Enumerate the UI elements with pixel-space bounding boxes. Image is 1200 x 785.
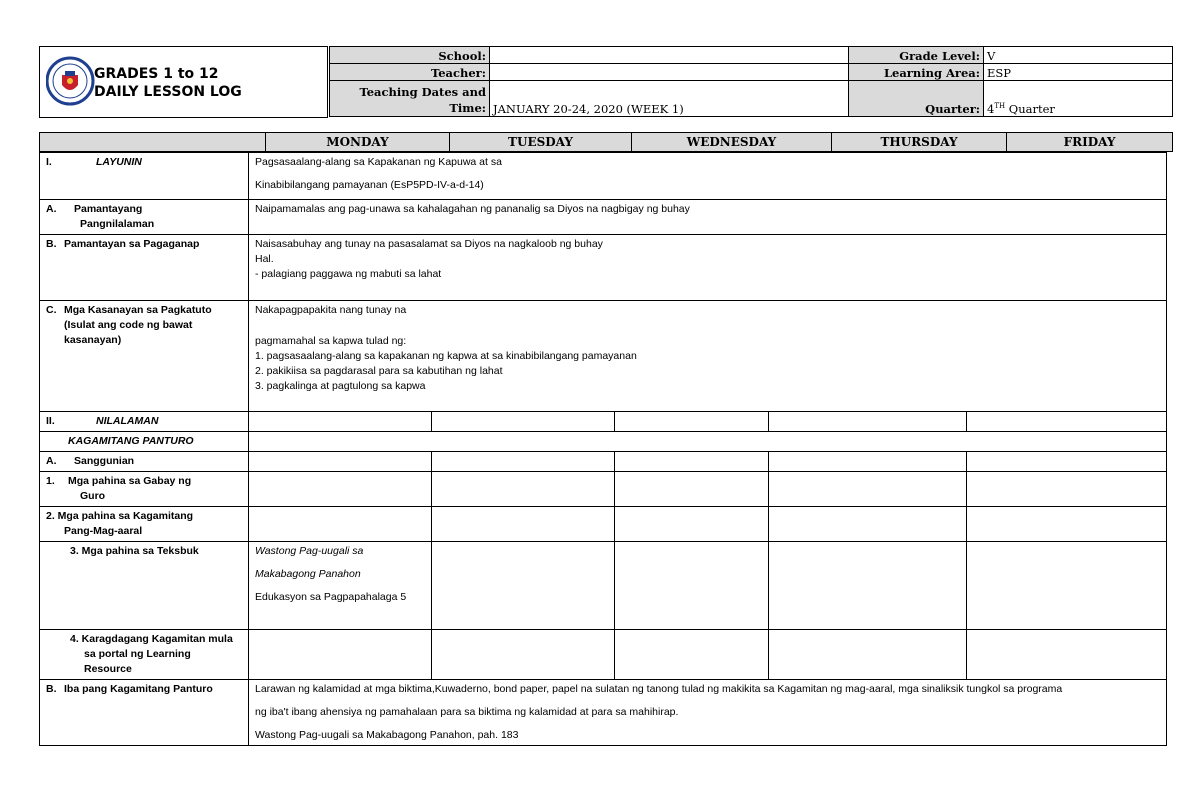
row-label-nilalaman: II. NILALAMAN [40, 412, 249, 432]
gabay-tuesday[interactable] [432, 472, 615, 507]
row-label-pamantayan-pagganap: B. Pamantayan sa Pagaganap [40, 235, 249, 301]
table-row [40, 507, 1167, 542]
teksbuk-friday[interactable] [967, 542, 1167, 630]
table-row [40, 235, 1167, 301]
teksbuk-tuesday[interactable] [432, 542, 615, 630]
table-row [40, 630, 1167, 680]
lesson-log-table [39, 152, 1167, 746]
row-label-layunin: I. LAYUNIN [40, 153, 249, 200]
kasanayan-content[interactable]: Nakapagpapakita nang tunay na pagmamahal sa kapwa tulad ng: 1. pagsasaalang-alang sa kapakanan ng kapwa at sa kinabibilangang pamayanan 2. pakikiisa sa pagdarasal para sa kabutihan ng lahat 3. pagkalinga at pagtulong sa kapwa [249, 301, 1167, 412]
grade-level-label: Grade Level: [849, 47, 984, 64]
table-row [40, 452, 1167, 472]
mag-aaral-wednesday[interactable] [615, 507, 769, 542]
page-title: GRADES 1 to 12 DAILY LESSON LOG [94, 66, 242, 100]
teksbuk-thursday[interactable] [769, 542, 967, 630]
mag-aaral-friday[interactable] [967, 507, 1167, 542]
day-monday: MONDAY [266, 133, 450, 152]
deped-seal-icon [46, 53, 96, 109]
kagamitang-panturo-content[interactable] [249, 432, 1167, 452]
school-field[interactable] [490, 47, 849, 64]
table-row [40, 432, 1167, 452]
sanggunian-wednesday[interactable] [615, 452, 769, 472]
mag-aaral-thursday[interactable] [769, 507, 967, 542]
days-corner-cell [40, 133, 266, 152]
day-tuesday: TUESDAY [450, 133, 632, 152]
teacher-label: Teacher: [330, 64, 490, 81]
sanggunian-thursday[interactable] [769, 452, 967, 472]
teksbuk-wednesday[interactable] [615, 542, 769, 630]
nilalaman-wednesday[interactable] [615, 412, 769, 432]
row-label-sanggunian: A. Sanggunian [40, 452, 249, 472]
row-label-kasanayan: C. Mga Kasanayan sa Pagkatuto (Isulat ang code ng bawat kasanayan) [40, 301, 249, 412]
teaching-dates-field[interactable]: JANUARY 20-24, 2020 (WEEK 1) [490, 81, 849, 117]
days-header-row [39, 132, 1173, 152]
mag-aaral-monday[interactable] [249, 507, 432, 542]
teaching-dates-label: Teaching Dates and Time: [330, 81, 490, 117]
karagdagang-tuesday[interactable] [432, 630, 615, 680]
mag-aaral-tuesday[interactable] [432, 507, 615, 542]
row-label-kagamitang-panturo: KAGAMITANG PANTURO [40, 432, 249, 452]
table-row [40, 200, 1167, 235]
karagdagang-thursday[interactable] [769, 630, 967, 680]
karagdagang-wednesday[interactable] [615, 630, 769, 680]
gabay-friday[interactable] [967, 472, 1167, 507]
teacher-field[interactable] [490, 64, 849, 81]
table-row [40, 153, 1167, 200]
table-row [40, 472, 1167, 507]
table-row [40, 680, 1167, 746]
pamantayan-pagganap-content[interactable]: Naisasabuhay ang tunay na pasasalamat sa Diyos na nagkaloob ng buhay Hal. - palagiang paggawa ng mabuti sa lahat [249, 235, 1167, 301]
sanggunian-tuesday[interactable] [432, 452, 615, 472]
layunin-content[interactable]: Pagsasaalang-alang sa Kapakanan ng Kapuwa at sa Kinabibilangang pamayanan (EsP5PD-IV-a-d-14) [249, 153, 1167, 200]
gabay-thursday[interactable] [769, 472, 967, 507]
gabay-wednesday[interactable] [615, 472, 769, 507]
quarter-field[interactable]: 4TH Quarter [984, 81, 1173, 117]
table-row [40, 301, 1167, 412]
gabay-monday[interactable] [249, 472, 432, 507]
nilalaman-monday[interactable] [249, 412, 432, 432]
school-label: School: [330, 47, 490, 64]
table-row [40, 412, 1167, 432]
nilalaman-thursday[interactable] [769, 412, 967, 432]
grade-level-field[interactable]: V [984, 47, 1173, 64]
row-label-iba-pang-kagamitan: B. Iba pang Kagamitang Panturo [40, 680, 249, 746]
pamantayang-pangnilalaman-content[interactable]: Naipamamalas ang pag-unawa sa kahalagahan ng pananalig sa Diyos na nagbigay ng buhay [249, 200, 1167, 235]
karagdagang-friday[interactable] [967, 630, 1167, 680]
iba-pang-kagamitan-content[interactable]: Larawan ng kalamidad at mga biktima,Kuwaderno, bond paper, papel na sulatan ng tanong tulad ng makikita sa Kagamitan ng mag-aaral, mga sinaliksik tungkol sa programa ng iba't ibang ahensiya ng pamahalaan para sa biktima ng kalamidad at para sa mahihirap. Wastong Pag-uugali sa Makabagong Panahon, pah. 183 [249, 680, 1167, 746]
nilalaman-friday[interactable] [967, 412, 1167, 432]
day-friday: FRIDAY [1007, 133, 1173, 152]
teksbuk-monday[interactable]: Wastong Pag-uugali sa Makabagong Panahon Edukasyon sa Pagpapahalaga 5 [249, 542, 432, 630]
nilalaman-tuesday[interactable] [432, 412, 615, 432]
karagdagang-monday[interactable] [249, 630, 432, 680]
row-label-pamantayang-pangnilalaman: A. Pamantayang Pangnilalaman [40, 200, 249, 235]
day-thursday: THURSDAY [832, 133, 1007, 152]
row-label-gabay-ng-guro: 1. Mga pahina sa Gabay ng Guro [40, 472, 249, 507]
learning-area-label: Learning Area: [849, 64, 984, 81]
table-row [40, 542, 1167, 630]
lesson-info-table [329, 46, 1173, 117]
sanggunian-monday[interactable] [249, 452, 432, 472]
row-label-kagamitang-mag-aaral: 2. Mga pahina sa Kagamitang Pang-Mag-aaral [40, 507, 249, 542]
row-label-teksbuk: 3. Mga pahina sa Teksbuk [40, 542, 249, 630]
row-label-karagdagang-kagamitan: 4. Karagdagang Kagamitan mula sa portal ng Learning Resource [40, 630, 249, 680]
header-title-box [39, 46, 328, 118]
learning-area-field[interactable]: ESP [984, 64, 1173, 81]
sanggunian-friday[interactable] [967, 452, 1167, 472]
day-wednesday: WEDNESDAY [632, 133, 832, 152]
quarter-label: Quarter: [849, 81, 984, 117]
